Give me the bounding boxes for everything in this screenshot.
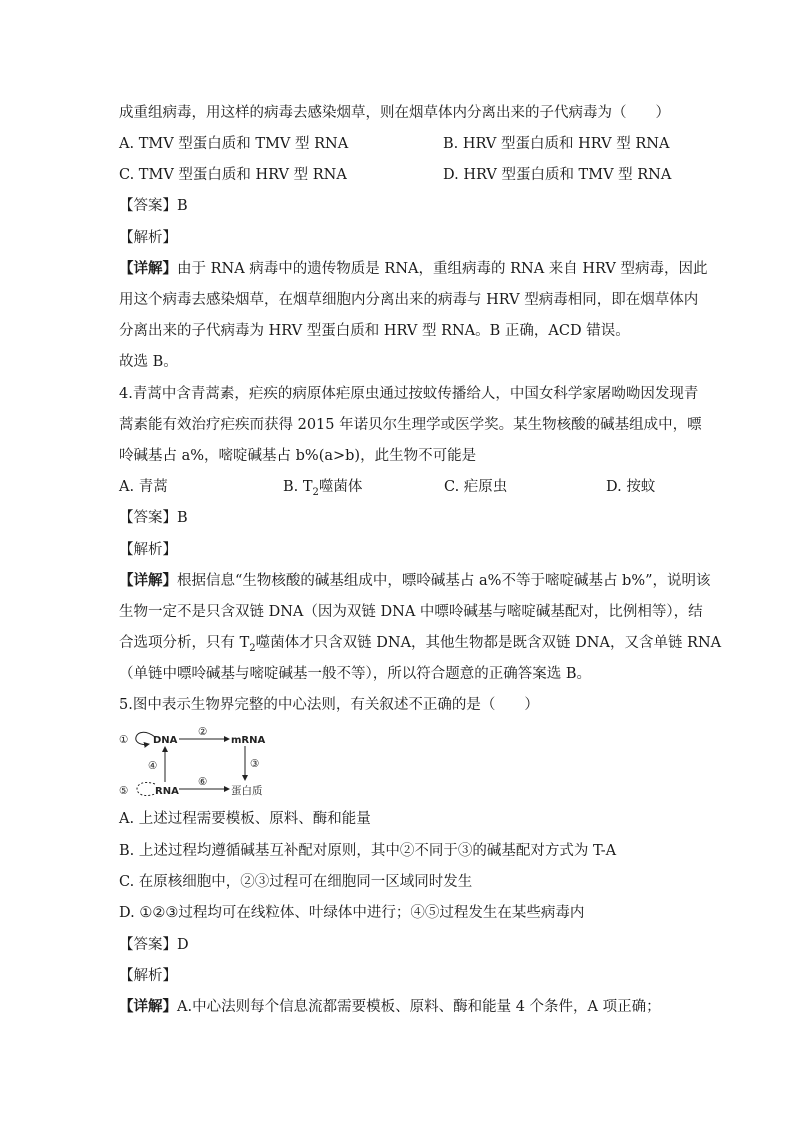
q3-detail-line-1 — [119, 260, 708, 278]
label-3: ③ — [250, 758, 260, 770]
q3-answer: 【答案】B — [119, 198, 188, 214]
q3-option-c: C. TMV 型蛋白质和 HRV 型 RNA — [119, 167, 347, 183]
q4-stem-line-2: 蒿素能有效治疗疟疾而获得 2015 年诺贝尔生理学或医学奖。某生物核酸的碱基组成中，嘌 — [119, 417, 702, 433]
label-protein: 蛋白质 — [231, 785, 263, 797]
q3-detail-tag: 【详解】 — [119, 260, 177, 277]
q4-analysis-title: 【解析】 — [119, 542, 177, 558]
q4-detail-tag: 【详解】 — [119, 572, 177, 589]
q4-option-b-sub: 2 — [312, 486, 319, 498]
q3-detail-text-1: 由于 RNA 病毒中的遗传物质是 RNA，重组病毒的 RNA 来自 HRV 型病毒，因此 — [177, 261, 708, 277]
rna-replication-loop-arrow — [137, 782, 155, 795]
q4-stem-line-3: 呤碱基占 a%，嘧啶碱基占 b%(a>b)，此生物不可能是 — [119, 448, 477, 464]
q5-analysis-title: 【解析】 — [119, 968, 177, 984]
q5-detail-tag: 【详解】 — [119, 998, 177, 1015]
q3-option-b: B. HRV 型蛋白质和 HRV 型 RNA — [443, 136, 670, 152]
q4-detail-line-2: 生物一定不是只含双链 DNA（因为双链 DNA 中嘌呤碱基与嘧啶碱基配对，比例相等），结 — [119, 604, 703, 620]
q4-option-b — [283, 478, 362, 496]
q4-detail-line-1 — [119, 572, 711, 590]
q5-option-c: C. 在原核细胞中，②③过程可在细胞同一区域同时发生 — [119, 874, 473, 890]
label-dna: DNA — [153, 735, 178, 746]
q3-option-a: A. TMV 型蛋白质和 TMV 型 RNA — [119, 136, 349, 152]
q4-option-b-prefix: B. T — [283, 479, 313, 495]
q3-option-d: D. HRV 型蛋白质和 TMV 型 RNA — [443, 167, 672, 183]
q3-stem-end: 成重组病毒，用这样的病毒去感染烟草，则在烟草体内分离出来的子代病毒为（ ） — [119, 105, 670, 121]
q5-stem: 5.图中表示生物界完整的中心法则，有关叙述不正确的是（ ） — [119, 697, 539, 713]
q5-detail-line-1 — [119, 998, 661, 1016]
q4-detail-line-3-suffix: 噬菌体才只含双链 DNA，其他生物都是既含双链 DNA，又含单链 RNA — [255, 635, 722, 651]
label-1: ① — [119, 734, 129, 746]
q4-option-d: D. 按蚊 — [606, 479, 656, 495]
q4-detail-line-3 — [119, 634, 721, 652]
q5-answer: 【答案】D — [119, 937, 189, 953]
q4-stem-line-1: 4.青蒿中含青蒿素，疟疾的病原体疟原虫通过按蚊传播给人，中国女科学家屠呦呦因发现青 — [119, 386, 699, 402]
q5-option-a: A. 上述过程需要模板、原料、酶和能量 — [119, 811, 371, 827]
q4-option-a: A. 青蒿 — [119, 479, 168, 495]
q3-detail-line-3: 分离出来的子代病毒为 HRV 型蛋白质和 HRV 型 RNA。B 正确，ACD 错误。 — [119, 323, 630, 339]
q3-conclusion: 故选 B。 — [119, 354, 178, 370]
central-dogma-diagram — [117, 724, 287, 800]
q4-detail-text-1: 根据信息“生物核酸的碱基组成中，嘌呤碱基占 a%不等于嘧啶碱基占 b%”，说明该 — [177, 573, 711, 589]
label-rna: RNA — [155, 786, 179, 797]
label-6: ⑥ — [198, 776, 208, 788]
q4-detail-line-4: （单链中嘌呤碱基与嘧啶碱基一般不等），所以符合题意的正确答案选 B。 — [119, 666, 592, 682]
label-mrna: mRNA — [231, 735, 266, 746]
q5-option-d: D. ①②③过程均可在线粒体、叶绿体中进行；④⑤过程发生在某些病毒内 — [119, 905, 585, 921]
q4-option-b-suffix: 噬菌体 — [318, 479, 363, 495]
q5-option-b: B. 上述过程均遵循碱基互补配对原则，其中②不同于③的碱基配对方式为 T-A — [119, 843, 617, 859]
q5-detail-text: A.中心法则每个信息流都需要模板、原料、酶和能量 4 个条件，A 项正确； — [177, 999, 661, 1015]
q4-detail-line-3-prefix: 合选项分析，只有 T — [119, 635, 250, 651]
q3-detail-line-2: 用这个病毒去感染烟草，在烟草细胞内分离出来的病毒与 HRV 型病毒相同，即在烟草体内 — [119, 292, 699, 308]
q4-answer: 【答案】B — [119, 510, 188, 526]
q4-option-c: C. 疟原虫 — [444, 479, 508, 495]
q3-analysis-title: 【解析】 — [119, 230, 177, 246]
label-5: ⑤ — [119, 785, 129, 797]
q4-detail-line-3-sub: 2 — [249, 642, 256, 654]
label-2: ② — [198, 726, 208, 738]
label-4: ④ — [148, 760, 158, 772]
